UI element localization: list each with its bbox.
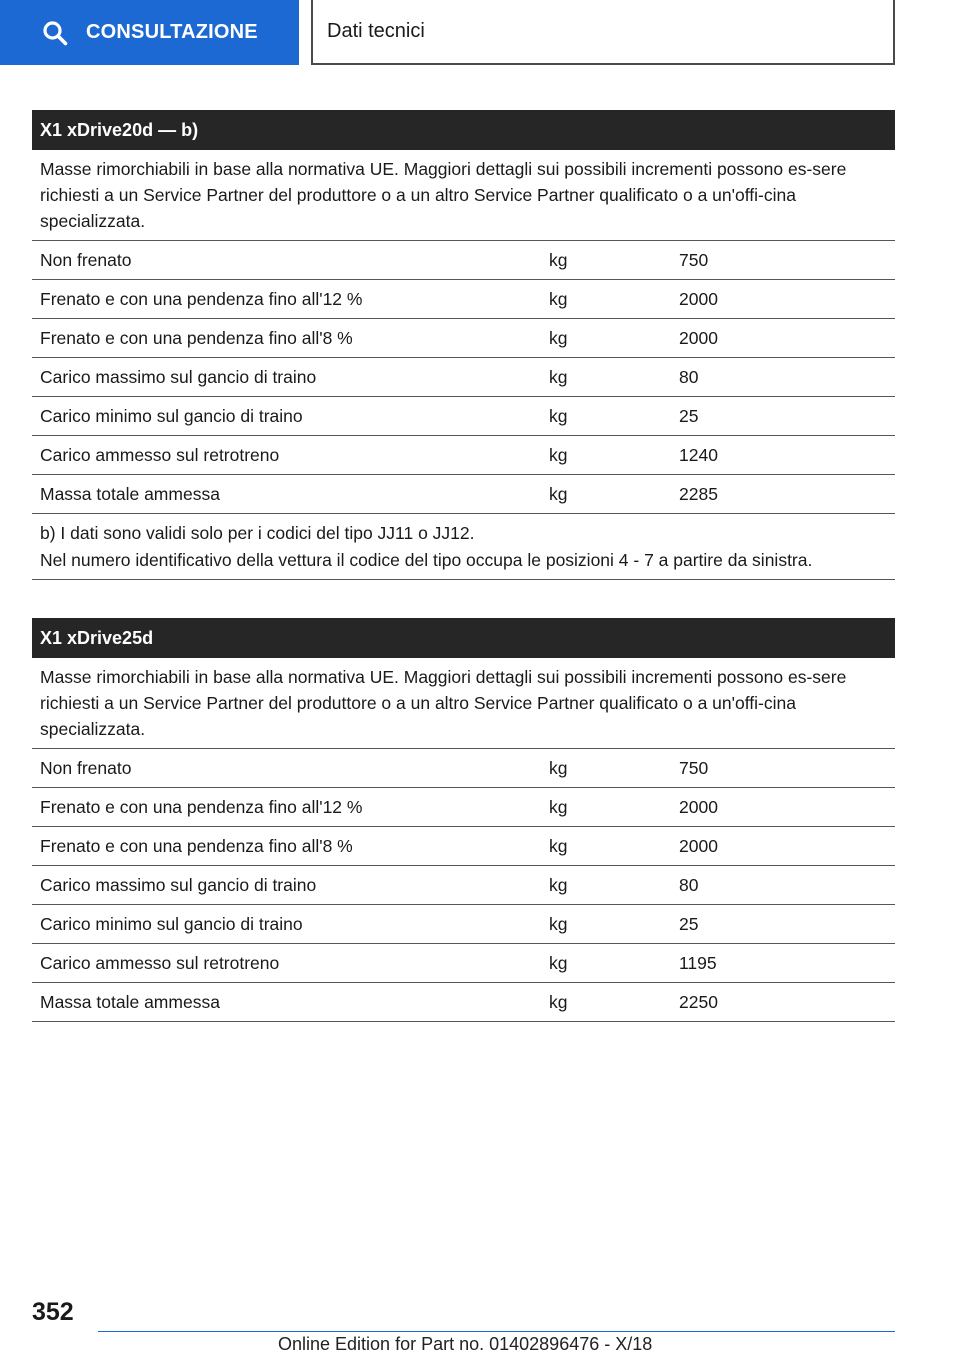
- row-value: 80: [679, 874, 699, 895]
- table-row: [32, 475, 895, 514]
- row-unit: kg: [549, 327, 568, 348]
- row-label: Carico ammesso sul retrotreno: [40, 952, 280, 973]
- row-unit: kg: [549, 444, 568, 465]
- table-row: [32, 358, 895, 397]
- row-label: Frenato e con una pendenza fino all'12 %: [40, 288, 363, 309]
- row-unit: kg: [549, 249, 568, 270]
- row-label: Frenato e con una pendenza fino all'12 %: [40, 796, 363, 817]
- row-label: Frenato e con una pendenza fino all'8 %: [40, 327, 353, 348]
- spec-block-title: X1 xDrive25d: [32, 618, 895, 658]
- table-row: [32, 827, 895, 866]
- table-row: [32, 280, 895, 319]
- section-title: [311, 0, 895, 65]
- row-label: Massa totale ammessa: [40, 483, 220, 504]
- row-label: Frenato e con una pendenza fino all'8 %: [40, 835, 353, 856]
- row-value: 750: [679, 249, 709, 270]
- row-value: 80: [679, 366, 699, 387]
- footnote: Nel numero identificativo della vettura il codice del tipo occupa le posizioni 4 - 7 a partire da sinistra.: [40, 550, 813, 570]
- table-row: [32, 788, 895, 827]
- row-value: 1195: [679, 952, 717, 973]
- table-row: [32, 983, 895, 1022]
- table-row: [32, 866, 895, 905]
- row-value: 25: [679, 913, 699, 934]
- spec-block-intro: Masse rimorchiabili in base alla normativa UE. Maggiori dettagli sui possibili incrementi possono es-sere richiesti a un Service Partner del produttore o a un altro Service Partner qualificato o a un'offi-cina specializzata.: [32, 658, 895, 749]
- row-label: Carico minimo sul gancio di traino: [40, 405, 303, 426]
- table-row: [32, 905, 895, 944]
- row-unit: kg: [549, 288, 568, 309]
- row-unit: kg: [549, 952, 568, 973]
- row-label: Non frenato: [40, 249, 132, 270]
- spec-block-intro: Masse rimorchiabili in base alla normativa UE. Maggiori dettagli sui possibili incrementi possono es-sere richiesti a un Service Partner del produttore o a un altro Service Partner qualificato o a un'offi-cina specializzata.: [32, 150, 895, 241]
- row-value: 1240: [679, 444, 718, 465]
- spec-block-xdrive25d: [32, 618, 895, 1022]
- table-row: [32, 436, 895, 475]
- footer-divider: [98, 1331, 895, 1332]
- row-value: 2000: [679, 288, 718, 309]
- row-value: 750: [679, 757, 709, 778]
- row-value: 25: [679, 405, 699, 426]
- row-label: Non frenato: [40, 757, 132, 778]
- tab-consultazione-label: CONSULTAZIONE: [86, 21, 258, 43]
- row-value: 2285: [679, 483, 718, 504]
- spec-block-title: X1 xDrive20d — b): [32, 110, 895, 150]
- section-title-label: Dati tecnici: [327, 20, 425, 42]
- row-label: Carico ammesso sul retrotreno: [40, 444, 280, 465]
- tab-consultazione[interactable]: [0, 0, 299, 65]
- table-row: [32, 397, 895, 436]
- row-value: 2000: [679, 796, 718, 817]
- row-value: 2250: [679, 991, 718, 1012]
- row-unit: kg: [549, 913, 568, 934]
- row-label: Carico massimo sul gancio di traino: [40, 874, 317, 895]
- row-value: 2000: [679, 327, 718, 348]
- footnotes: [32, 514, 895, 580]
- row-unit: kg: [549, 991, 568, 1012]
- row-label: Carico minimo sul gancio di traino: [40, 913, 303, 934]
- row-unit: kg: [549, 796, 568, 817]
- table-row: [32, 944, 895, 983]
- row-unit: kg: [549, 757, 568, 778]
- table-row: [32, 319, 895, 358]
- table-row: [32, 241, 895, 280]
- row-label: Massa totale ammessa: [40, 991, 220, 1012]
- footnote: b) I dati sono validi solo per i codici del tipo JJ11 o JJ12.: [40, 523, 475, 543]
- row-unit: kg: [549, 405, 568, 426]
- table-row: [32, 749, 895, 788]
- page-number: 352: [32, 1298, 74, 1326]
- row-label: Carico massimo sul gancio di traino: [40, 366, 317, 387]
- row-value: 2000: [679, 835, 718, 856]
- search-icon: [42, 20, 68, 46]
- row-unit: kg: [549, 874, 568, 895]
- row-unit: kg: [549, 835, 568, 856]
- row-unit: kg: [549, 366, 568, 387]
- footer-edition: Online Edition for Part no. 01402896476 - X/18: [278, 1334, 653, 1354]
- row-unit: kg: [549, 483, 568, 504]
- spec-block-xdrive20d: [32, 110, 895, 580]
